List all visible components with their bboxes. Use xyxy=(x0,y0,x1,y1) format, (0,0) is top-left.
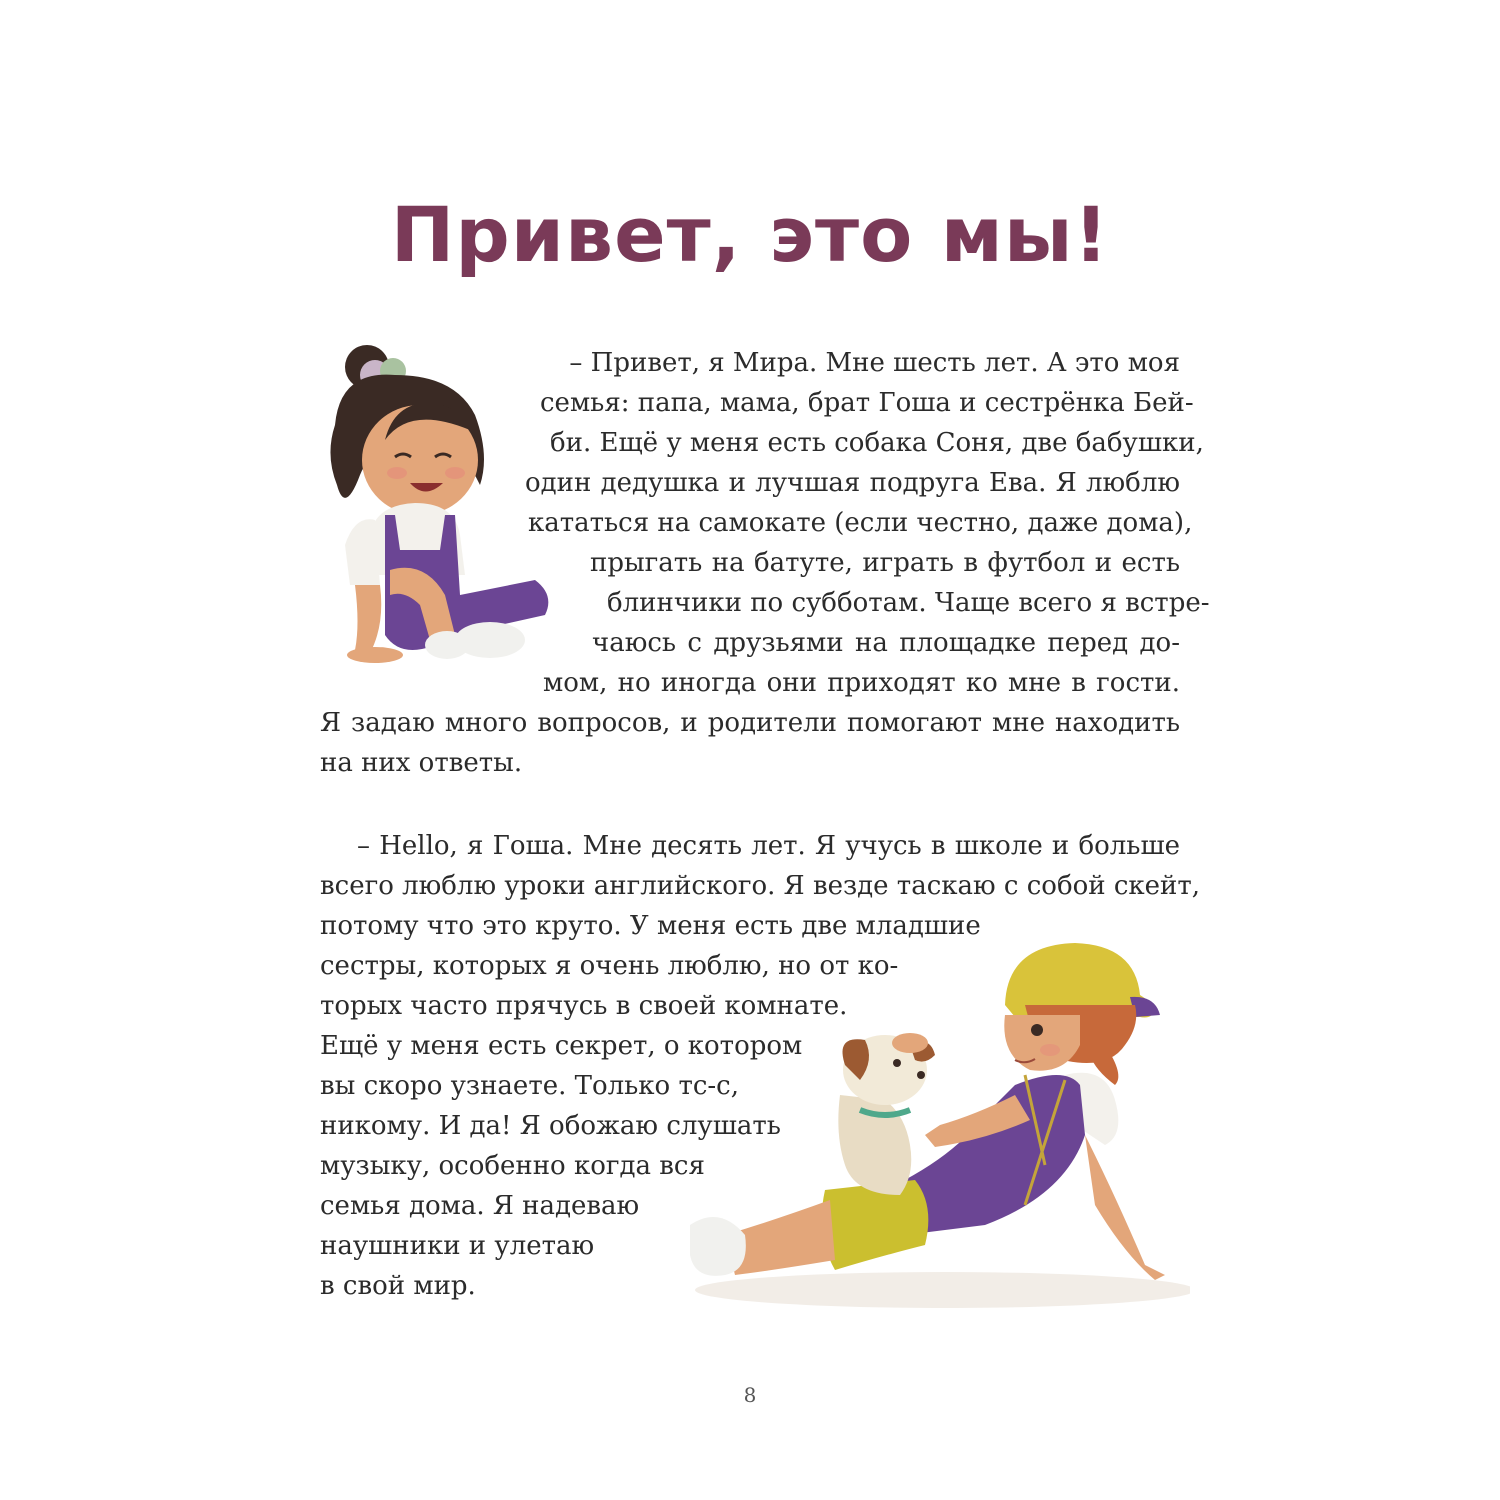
mira-line: семья: папа, мама, брат Гоша и сестрёнка Бей- xyxy=(540,388,1194,418)
mira-line: на них ответы. xyxy=(320,748,523,778)
gosha-line: торых часто прячусь в своей комнате. xyxy=(320,991,848,1021)
mira-line: один дедушка и лучшая подруга Ева. Я люблю xyxy=(525,468,1180,498)
page-number: 8 xyxy=(743,1383,757,1407)
mira-line: блинчики по субботам. Чаще всего я встре- xyxy=(607,588,1210,618)
mira-line: прыгать на батуте, играть в футбол и есть xyxy=(590,548,1180,578)
gosha-line: семья дома. Я надеваю xyxy=(320,1191,640,1221)
gosha-line: музыку, особенно когда вся xyxy=(320,1151,705,1181)
mira-line: – Привет, я Мира. Мне шесть лет. А это моя xyxy=(569,348,1180,378)
gosha-line: потому что это круто. У меня есть две младшие xyxy=(320,911,981,941)
gosha-line: в свой мир. xyxy=(320,1271,476,1301)
gosha-line: никому. И да! Я обожаю слушать xyxy=(320,1111,781,1141)
gosha-line: всего люблю уроки английского. Я везде таскаю с собой скейт, xyxy=(320,871,1201,901)
gosha-line: Ещё у меня есть секрет, о котором xyxy=(320,1031,803,1061)
mira-illustration xyxy=(315,335,560,665)
mira-line: Я задаю много вопросов, и родители помогают мне находить xyxy=(320,708,1180,738)
page-title: Привет, это мы! xyxy=(390,190,1110,279)
mira-line: мом, но иногда они приходят ко мне в гости. xyxy=(543,668,1180,698)
gosha-line: вы скоро узнаете. Только тс-с, xyxy=(320,1071,740,1101)
mira-line: кататься на самокате (если честно, даже дома), xyxy=(528,508,1193,538)
gosha-line: сестры, которых я очень люблю, но от ко- xyxy=(320,951,899,981)
mira-line: би. Ещё у меня есть собака Соня, две бабушки, xyxy=(550,428,1204,458)
gosha-line: наушники и улетаю xyxy=(320,1231,595,1261)
gosha-line: – Hello, я Гоша. Мне десять лет. Я учусь в школе и больше xyxy=(357,831,1180,861)
gosha-illustration xyxy=(685,935,1190,1310)
mira-line: чаюсь с друзьями на площадке перед до- xyxy=(592,628,1180,658)
